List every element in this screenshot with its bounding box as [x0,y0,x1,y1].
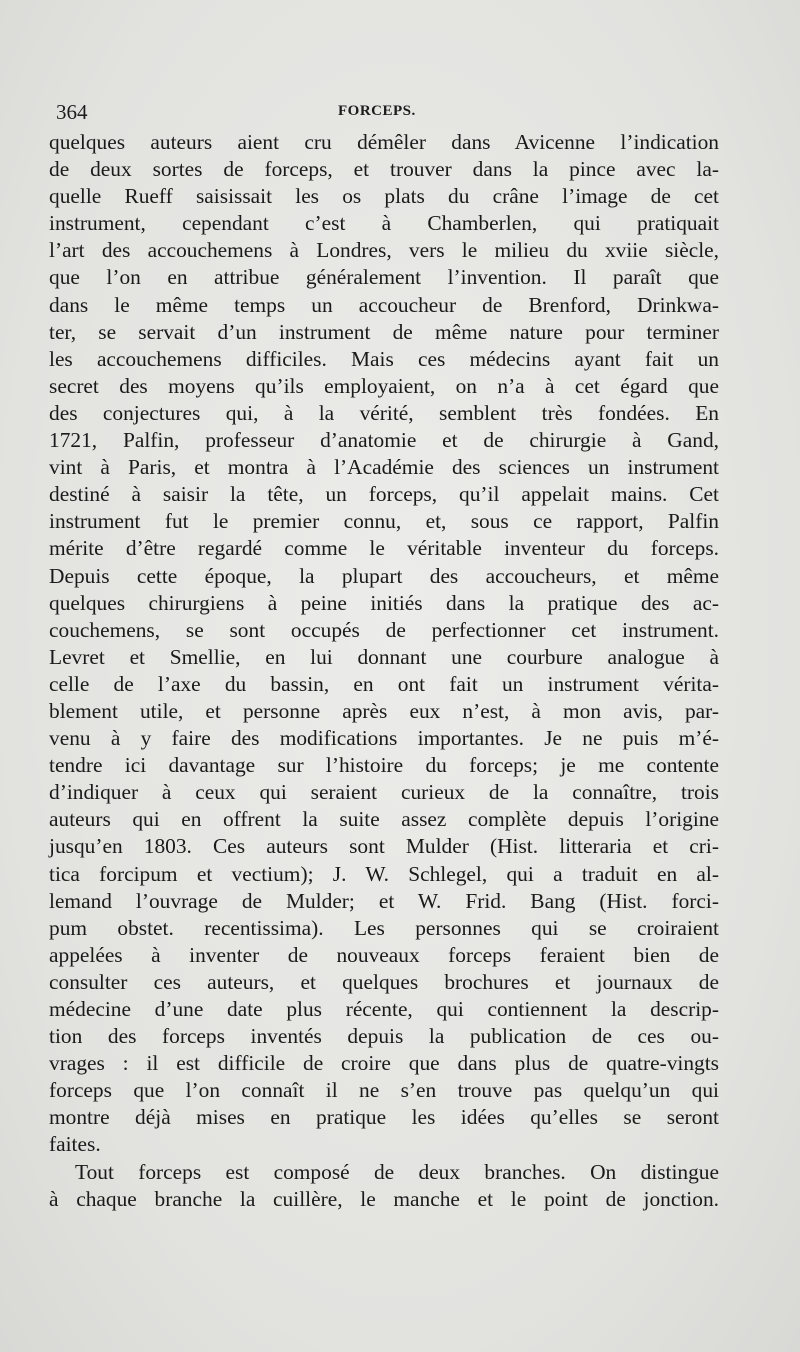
text-line: secret des moyens qu’ils employaient, on n’a à cet égard que [49,373,719,398]
text-line: destiné à saisir la tête, un forceps, qu’il appelait mains. Cet [49,482,719,507]
text-line: que l’on en attribue généralement l’invention. Il paraît que [49,265,719,290]
text-line: forceps que l’on connaît il ne s’en trouve pas quelqu’un qui [49,1078,719,1103]
text-line: Levret et Smellie, en lui donnant une courbure analogue à [49,644,719,669]
text-line: pum obstet. recentissima). Les personnes qui se croiraient [49,915,719,940]
text-line: les accouchemens difficiles. Mais ces médecins ayant fait un [49,346,719,371]
body-text [49,129,719,1213]
paragraph-2 [49,1159,719,1213]
text-line: vint à Paris, et montra à l’Académie des sciences un instrument [49,455,719,480]
text-line: quelques auteurs aient cru démêler dans Avicenne l’indication [49,130,719,154]
text-line: l’art des accouchemens à Londres, vers le milieu du xviie siècle, [49,238,719,263]
text-line: Depuis cette époque, la plupart des accoucheurs, et même [49,563,719,588]
text-line: de deux sortes de forceps, et trouver dans la pince avec la- [49,157,719,182]
text-line: tion des forceps inventés depuis la publication de ces ou- [49,1024,719,1049]
text-line: dans le même temps un accoucheur de Brenford, Drinkwa- [49,292,719,317]
text-line: d’indiquer à ceux qui seraient curieux de la connaître, trois [49,780,719,805]
text-line: montre déjà mises en pratique les idées qu’elles se seront [49,1105,719,1130]
text-line: couchemens, se sont occupés de perfectionner cet instrument. [49,617,719,642]
text-line: jusqu’en 1803. Ces auteurs sont Mulder (Hist. litteraria et cri- [49,834,719,859]
text-line: vrages : il est difficile de croire que dans plus de quatre-vingts [49,1051,719,1076]
text-line: tendre ici davantage sur l’histoire du forceps; je me contente [49,753,719,778]
text-line: 1721, Palfin, professeur d’anatomie et de chirurgie à Gand, [49,428,719,453]
text-line: celle de l’axe du bassin, en ont fait un instrument vérita- [49,671,719,696]
text-line: instrument, cependant c’est à Chamberlen, qui pratiquait [49,211,719,236]
running-head: FORCEPS. [338,103,416,119]
text-line: des conjectures qui, à la vérité, semblent très fondées. En [49,400,719,425]
text-line: tica forcipum et vectium); J. W. Schlegel, qui a traduit en al- [49,861,719,886]
paragraph-1 [49,129,719,1159]
text-line: Tout forceps est composé de deux branches. On distingue [75,1159,719,1184]
text-line: faites. [49,1132,101,1157]
text-line: appelées à inventer de nouveaux forceps feraient bien de [49,942,719,967]
text-line: à chaque branche la cuillère, le manche et le point de jonction. [49,1186,719,1211]
text-line: auteurs qui en offrent la suite assez complète depuis l’origine [49,807,719,832]
text-line: instrument fut le premier connu, et, sous ce rapport, Palfin [49,509,719,534]
text-line: quelle Rueff saisissait les os plats du crâne l’image de cet [49,184,719,209]
page-header [56,100,720,130]
text-line: médecine d’une date plus récente, qui contiennent la descrip- [49,997,719,1021]
text-line: consulter ces auteurs, et quelques brochures et journaux de [49,969,719,994]
text-line: venu à y faire des modifications importantes. Je ne puis m’é- [49,726,719,751]
page-number: 364 [56,100,88,124]
text-line: quelques chirurgiens à peine initiés dans la pratique des ac- [49,590,719,615]
text-line: ter, se servait d’un instrument de même nature pour terminer [49,319,719,344]
text-line: mérite d’être regardé comme le véritable inventeur du forceps. [49,536,719,561]
text-line: lemand l’ouvrage de Mulder; et W. Frid. Bang (Hist. forci- [49,888,719,913]
text-line: blement utile, et personne après eux n’est, à mon avis, par- [49,698,719,723]
